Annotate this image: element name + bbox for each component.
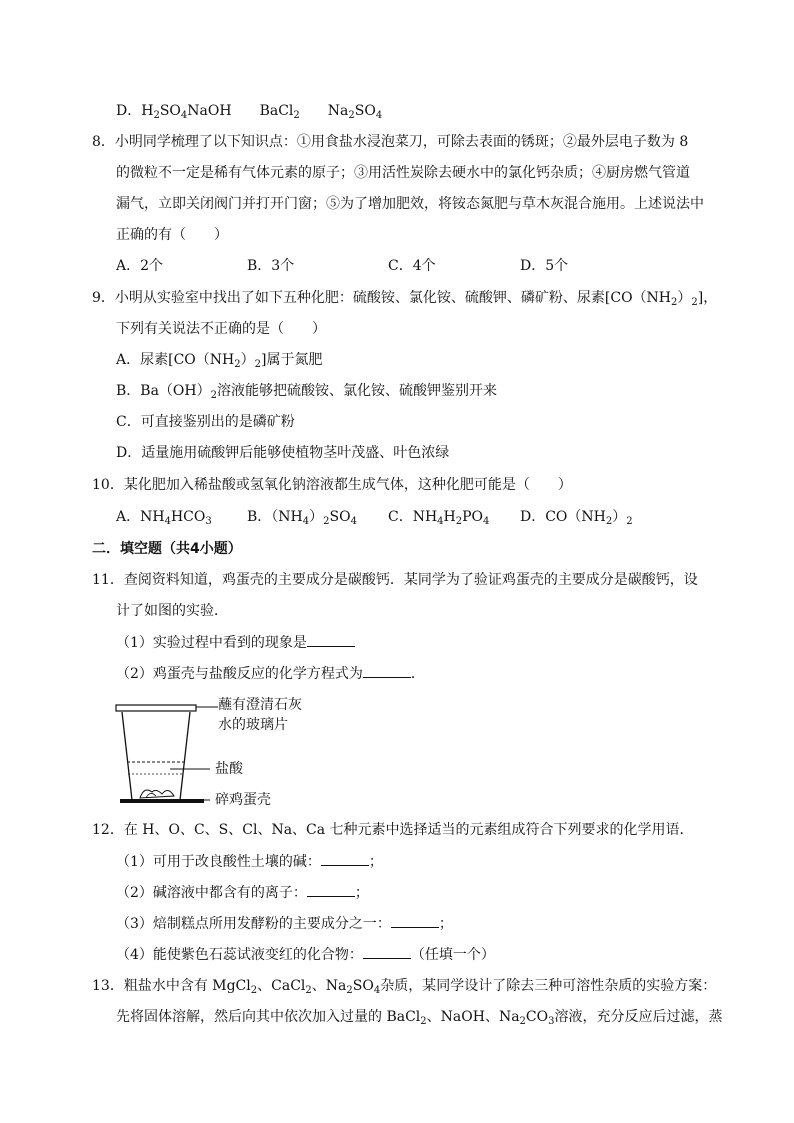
answer-blank[interactable]: [307, 882, 355, 897]
q8-option-c: C．4个: [388, 258, 436, 274]
q12-subquestion-2: （2）碱溶液中都含有的离子： ；: [116, 882, 369, 903]
answer-blank[interactable]: [307, 632, 355, 647]
q8-option-a: A．2个: [116, 258, 164, 274]
answer-blank[interactable]: [363, 663, 411, 678]
figure-label-glass-plate-1: 蘸有澄清石灰: [218, 697, 302, 713]
q11-subquestion-1: （1）实验过程中看到的现象是: [116, 632, 355, 653]
answer-blank[interactable]: [321, 851, 369, 866]
q8-stem-line3: 漏气，立即关闭阀门并打开门窗；⑤为了增加肥效，将铵态氮肥与草木灰混合施用。上述说法中: [116, 196, 704, 212]
answer-blank[interactable]: [363, 944, 411, 959]
q9-option-d: D．适量施用硫酸钾后能够使植物茎叶茂盛、叶色浓绿: [116, 445, 450, 461]
q9-option-c: C．可直接鉴别出的是磷矿粉: [116, 414, 295, 430]
q12-stem: 12．在 H、O、C、S、Cl、Na、Ca 七种元素中选择适当的元素组成符合下列要求的化学用语．: [92, 822, 694, 838]
q13-stem-line1: 13．粗盐水中含有 MgCl$_2$、CaCl$_2$、$Na_2SO_4$杂质，某同学设计了除去三种可溶性杂质的实验方案：: [92, 978, 717, 996]
q8-stem-line1: 8．小明同学梳理了以下知识点：①用食盐水浸泡菜刀，可除去表面的锈斑；②最外层电子数为 8: [92, 134, 689, 150]
q12-subquestion-4: （4）能使紫色石蕊试液变红的化合物： （任填一个）: [116, 944, 495, 965]
eggshell-fragments: [140, 790, 174, 798]
beaker-left-wall: [122, 712, 132, 800]
q8-option-b: B．3个: [247, 258, 295, 274]
answer-blank[interactable]: [391, 913, 439, 928]
q9-option-b: B．$Ba(OH)_2$溶液能够把硫酸铵、氯化铵、硫酸钾鉴别开来: [116, 383, 497, 401]
q12-subquestion-3: （3）焙制糕点所用发酵粉的主要成分之一： ；: [116, 913, 453, 934]
q9-stem-line2: 下列有关说法不正确的是（ ）: [116, 321, 326, 337]
q11-stem-line2: 计了如图的实验．: [116, 603, 228, 619]
q11-stem-line1: 11．查阅资料知道，鸡蛋壳的主要成分是碳酸钙．某同学为了验证鸡蛋壳的主要成分是碳酸钙，设: [92, 572, 698, 588]
q8-stem-line4: 正确的有（ ）: [116, 227, 228, 243]
q11-subquestion-2: （2）鸡蛋壳与盐酸反应的化学方程式为 ．: [116, 663, 425, 684]
figure-label-eggshell: 碎鸡蛋壳: [215, 792, 271, 808]
q10-option-d: D．$CO(NH_2)_2$: [520, 509, 633, 527]
beaker-right-wall: [180, 712, 190, 800]
q8-option-d: D．5个: [520, 258, 569, 274]
section-heading-fill-in: 二．填空题（共4小题）: [92, 541, 242, 557]
q10-option-a: A．$NH_4HCO_3$: [116, 509, 212, 527]
q10-option-b: B．$(NH_4)_2SO_4$: [247, 509, 357, 527]
glass-plate: [116, 705, 196, 711]
figure-label-glass-plate-2: 水的玻璃片: [218, 717, 288, 733]
q9-option-a: A．尿素$[CO(NH_2)_2]$属于氮肥: [116, 352, 323, 370]
q10-option-c: C．$NH_4H_2PO_4$: [388, 509, 490, 527]
q7-option-d: D．$H_2SO_4NaOH$ BaCl$_2$ $Na_2SO_4$: [116, 103, 383, 121]
q13-stem-line2: 先将固体溶解，然后向其中依次加入过量的 BaCl$_2$、NaOH、$Na_2CO_3$溶液，充分反应后过滤，蒸: [116, 1009, 723, 1027]
q10-stem: 10．某化肥加入稀盐酸或氢氧化钠溶液都生成气体，这种化肥可能是（ ）: [92, 477, 572, 493]
q9-stem-line1: 9．小明从实验室中找出了如下五种化肥：硫酸铵、氯化铵、硫酸钾、磷矿粉、尿素$[CO(NH_2)_2]$，: [92, 290, 718, 308]
q8-stem-line2: 的微粒不一定是稀有气体元素的原子；③用活性炭除去硬水中的氯化钙杂质；④厨房燃气管道: [116, 165, 690, 181]
q12-subquestion-1: （1）可用于改良酸性土壤的碱： ；: [116, 851, 383, 872]
figure-label-acid: 盐酸: [215, 761, 243, 777]
